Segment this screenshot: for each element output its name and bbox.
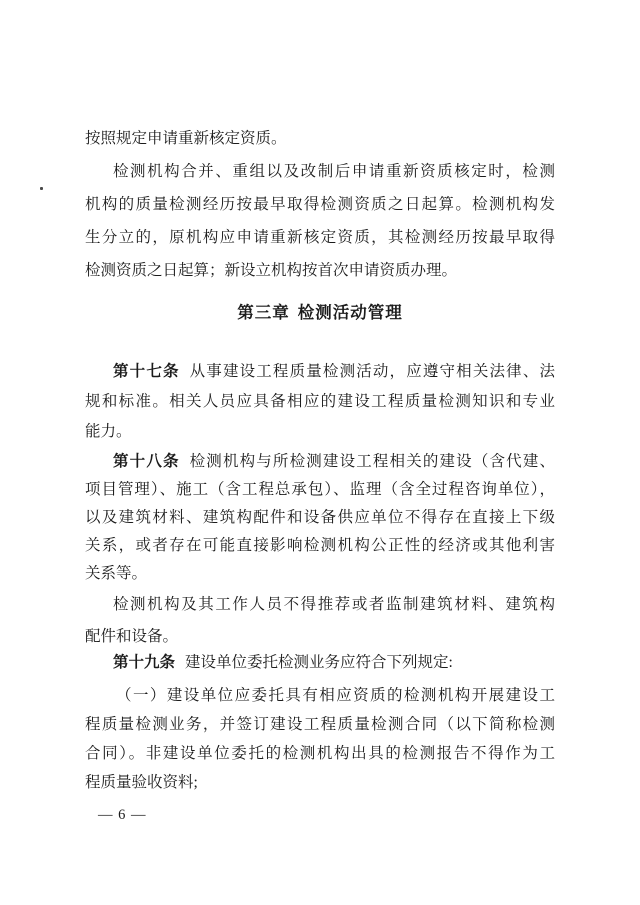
- article-number: 第十七条: [113, 363, 180, 380]
- text-line: 检测机构合并、重组以及改制后申请重新资质核定时，检测: [113, 163, 555, 180]
- chapter-number: 第三章: [237, 303, 290, 322]
- chapter-title: 检测活动管理: [297, 303, 403, 322]
- article-number: 第十九条: [113, 654, 176, 671]
- article-text: 检测机构与所检测建设工程相关的建设（含代建、: [189, 453, 555, 470]
- text-line: 合同）。非建设单位委托的检测机构出具的检测报告不得作为工: [85, 745, 555, 762]
- text-line: 检测机构及其工作人员不得推荐或者监制建筑材料、建筑构: [113, 596, 555, 613]
- text-line: 程质量检测业务，并签订建设工程质量检测合同（以下简称检测: [85, 716, 555, 733]
- scan-speck: [40, 187, 43, 190]
- page-number: — 6 —: [98, 807, 147, 823]
- text-line: 生分立的，原机构应申请重新核定资质，其检测经历按最早取得: [85, 229, 555, 246]
- text-line: [85, 448, 555, 476]
- article-number: 第十八条: [113, 453, 180, 470]
- text-line: 机构的质量检测经历按最早取得检测资质之日起算。检测机构发: [85, 196, 555, 213]
- text-line: 按照规定申请重新核定资质。: [85, 130, 287, 147]
- text-line: 能力。: [85, 423, 132, 440]
- article-17: [85, 357, 555, 447]
- article-text: 从事建设工程质量检测活动，应遵守相关法律、法: [189, 363, 555, 380]
- text-line: [85, 357, 555, 387]
- text-line: 检测资质之日起算；新设立机构按首次申请资质办理。: [85, 262, 458, 279]
- article-text: 建设单位委托检测业务应符合下列规定:: [185, 654, 453, 671]
- text-line: 项目管理）、施工（含工程总承包）、监理（含全过程咨询单位），: [85, 481, 555, 498]
- article-18: [85, 448, 555, 588]
- text-line: 以及建筑材料、建筑构配件和设备供应单位不得存在直接上下级: [85, 509, 555, 526]
- item-1: [85, 681, 555, 797]
- paragraph-staff: [85, 589, 555, 653]
- text-line: （一）建设单位应委托具有相应资质的检测机构开展建设工: [116, 687, 555, 704]
- article-19: [85, 647, 555, 679]
- text-line: 关系，或者存在可能直接影响检测机构公正性的经济或其他利害: [85, 537, 555, 554]
- paragraph-continuation: [85, 122, 555, 155]
- text-line: [85, 647, 555, 679]
- text-line: 程质量验收资料;: [85, 774, 198, 791]
- chapter-heading: [85, 296, 555, 329]
- text-line: 规和标准。相关人员应具备相应的建设工程质量检测知识和专业: [85, 393, 555, 410]
- text-line: 配件和设备。: [85, 628, 179, 645]
- text-line: 关系等。: [85, 565, 148, 582]
- paragraph-merger: [85, 155, 555, 287]
